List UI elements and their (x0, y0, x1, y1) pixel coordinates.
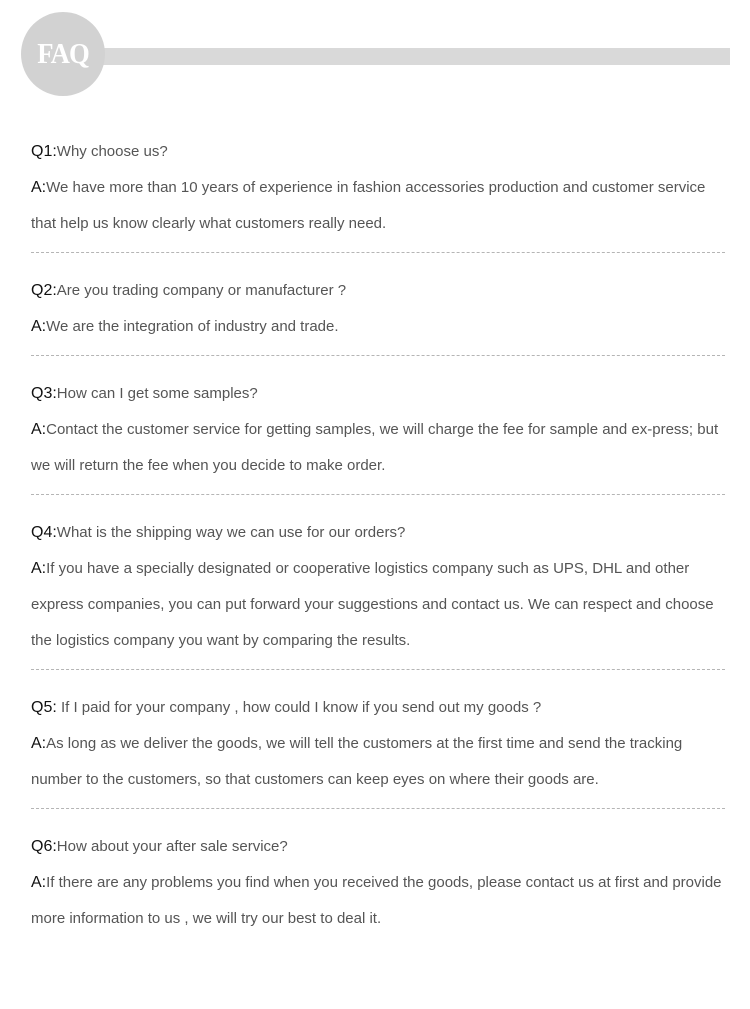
answer-line (31, 412, 725, 484)
faq-item-4 (31, 495, 725, 670)
faq-badge (21, 12, 105, 96)
answer-line (31, 170, 725, 242)
question-tag: Q5: (31, 699, 57, 716)
header-bar (60, 48, 730, 65)
question-text: What is the shipping way we can use for our orders? (56, 524, 406, 541)
question-tag: Q6: (31, 838, 57, 855)
question-line (31, 515, 725, 551)
faq-item-5 (31, 670, 725, 809)
faq-item-1 (31, 134, 725, 253)
question-line (31, 829, 725, 865)
question-tag: Q1: (31, 143, 57, 160)
faq-item-3 (31, 356, 725, 495)
answer-text: If there are any problems you find when you received the goods, please contact us at first and provide more information to us , we will try our best to deal it. (31, 874, 722, 927)
faq-item-6 (31, 809, 725, 947)
question-line (31, 690, 725, 726)
question-line (31, 376, 725, 412)
faq-badge-text: FAQ (37, 37, 89, 70)
question-line (31, 134, 725, 170)
answer-text: If you have a specially designated or cooperative logistics company such as UPS, DHL and other express companies, you can put forward your suggestions and contact us. We can respect and choose the logistics company you want by comparing the results. (31, 560, 714, 649)
question-tag: Q4: (31, 524, 57, 541)
answer-tag: A: (31, 179, 47, 196)
answer-tag: A: (31, 874, 47, 891)
answer-text: We are the integration of industry and trade. (46, 318, 339, 335)
faq-list (31, 134, 725, 947)
answer-text: As long as we deliver the goods, we will tell the customers at the first time and send the tracking number to the customers, so that customers can keep eyes on where their goods are. (31, 735, 683, 788)
answer-tag: A: (31, 560, 47, 577)
question-text: Why choose us? (56, 143, 168, 160)
answer-line (31, 551, 725, 659)
question-text: How about your after sale service? (56, 838, 288, 855)
answer-line (31, 865, 725, 937)
answer-tag: A: (31, 318, 47, 335)
question-text: Are you trading company or manufacturer ? (56, 282, 347, 299)
question-tag: Q3: (31, 385, 57, 402)
answer-text: We have more than 10 years of experience in fashion accessories production and customer service that help us know clearly what customers really need. (31, 179, 706, 232)
answer-tag: A: (31, 735, 47, 752)
question-text: If I paid for your company , how could I know if you send out my goods ? (56, 699, 542, 716)
question-tag: Q2: (31, 282, 57, 299)
answer-tag: A: (31, 421, 47, 438)
question-text: How can I get some samples? (56, 385, 258, 402)
question-line (31, 273, 725, 309)
answer-line (31, 309, 725, 345)
faq-header (0, 0, 750, 110)
answer-line (31, 726, 725, 798)
faq-item-2 (31, 253, 725, 356)
answer-text: Contact the customer service for getting samples, we will charge the fee for sample and ex-press; but we will return the fee when you decide to make order. (31, 421, 719, 474)
